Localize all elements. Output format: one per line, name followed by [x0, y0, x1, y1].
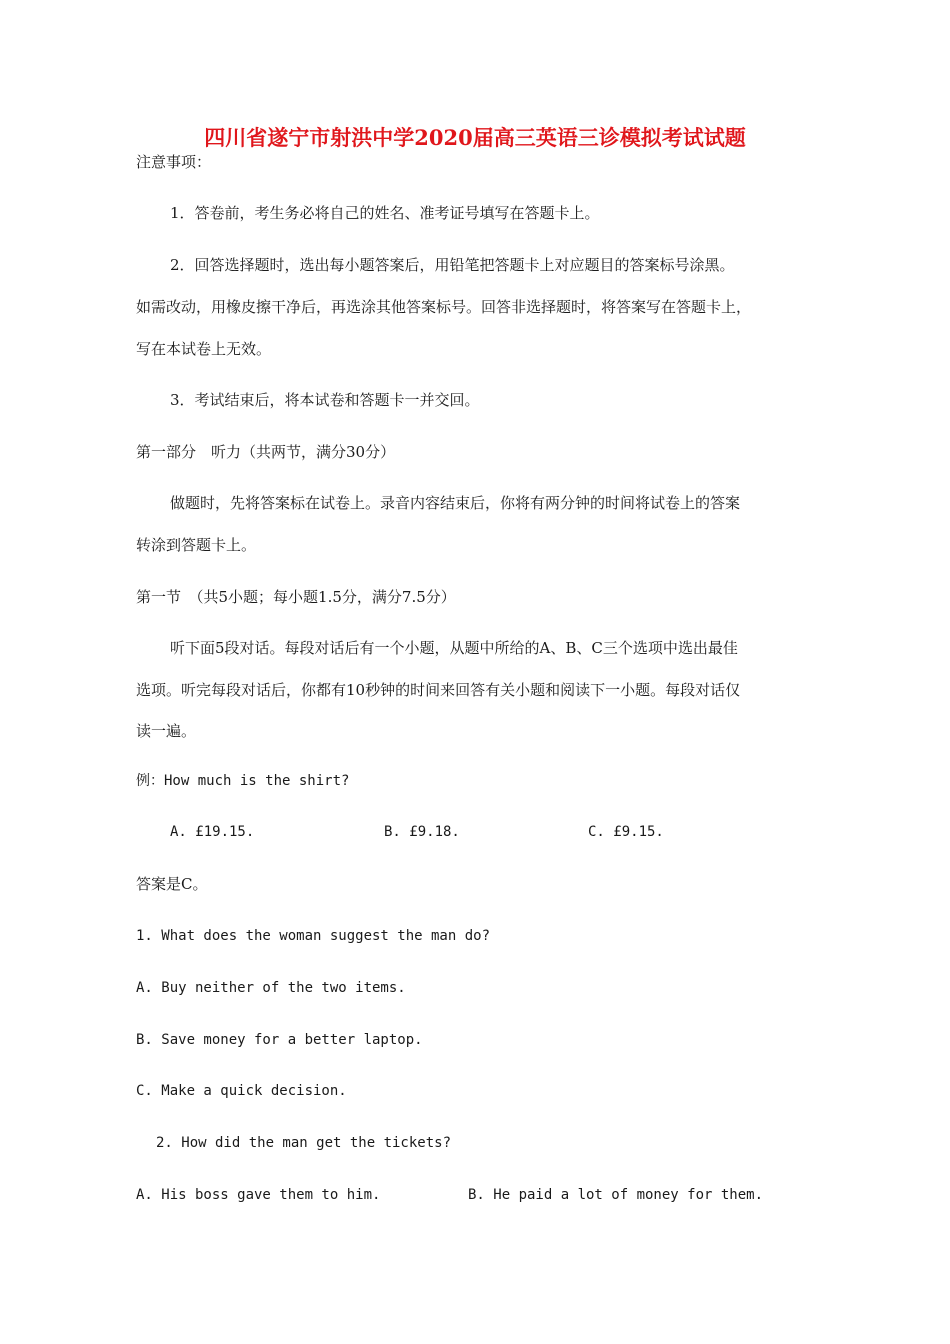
notice-item-3: 3．考试结束后，将本试卷和答题卡一并交回。: [170, 391, 480, 409]
example-option-b: B. £9.18.: [384, 824, 460, 840]
question-1-option-c: C. Make a quick decision.: [136, 1083, 347, 1099]
notice-item-2-line-2: 如需改动，用橡皮擦干净后，再选涂其他答案标号。回答非选择题时，将答案写在答题卡上，: [136, 298, 752, 316]
section1-heading: 第一节 （共5小题；每小题1.5分，满分7.5分）: [136, 588, 456, 606]
notice-item-1: 1．答卷前，考生务必将自己的姓名、准考证号填写在答题卡上。: [170, 204, 600, 222]
part1-instruction-line-2: 转涂到答题卡上。: [136, 536, 257, 554]
question-2-text: 2. How did the man get the tickets?: [156, 1135, 452, 1151]
question-2-option-a: A. His boss gave them to him.: [136, 1187, 381, 1203]
notice-heading: 注意事项：: [136, 153, 212, 171]
question-2-option-b: B. He paid a lot of money for them.: [468, 1187, 764, 1203]
section1-instruction-line-1: 听下面5段对话。每段对话后有一个小题，从题中所给的A、B、C三个选项中选出最佳: [170, 639, 738, 657]
section1-instruction-line-2: 选项。听完每段对话后，你都有10秒钟的时间来回答有关小题和阅读下一小题。每段对话仅: [136, 681, 741, 699]
notice-item-2-line-3: 写在本试卷上无效。: [136, 340, 272, 358]
example-option-c: C. £9.15.: [588, 824, 664, 840]
example-option-a: A. £19.15.: [170, 824, 255, 840]
section1-instruction-line-3: 读一遍。: [136, 722, 197, 740]
part1-heading: 第一部分 听力（共两节，满分30分）: [136, 443, 396, 461]
question-1-option-a: A. Buy neither of the two items.: [136, 980, 406, 996]
example-question: 例：How much is the shirt?: [136, 773, 350, 789]
part1-instruction-line-1: 做题时，先将答案标在试卷上。录音内容结束后，你将有两分钟的时间将试卷上的答案: [170, 494, 741, 512]
question-1-text: 1. What does the woman suggest the man do?: [136, 928, 491, 944]
notice-item-2-line-1: 2．回答选择题时，选出每小题答案后，用铅笔把答题卡上对应题目的答案标号涂黑。: [170, 256, 735, 274]
question-1-option-b: B. Save money for a better laptop.: [136, 1032, 423, 1048]
document-title: 四川省遂宁市射洪中学2020届高三英语三诊模拟考试试题: [204, 125, 746, 150]
example-answer: 答案是C。: [136, 875, 208, 893]
